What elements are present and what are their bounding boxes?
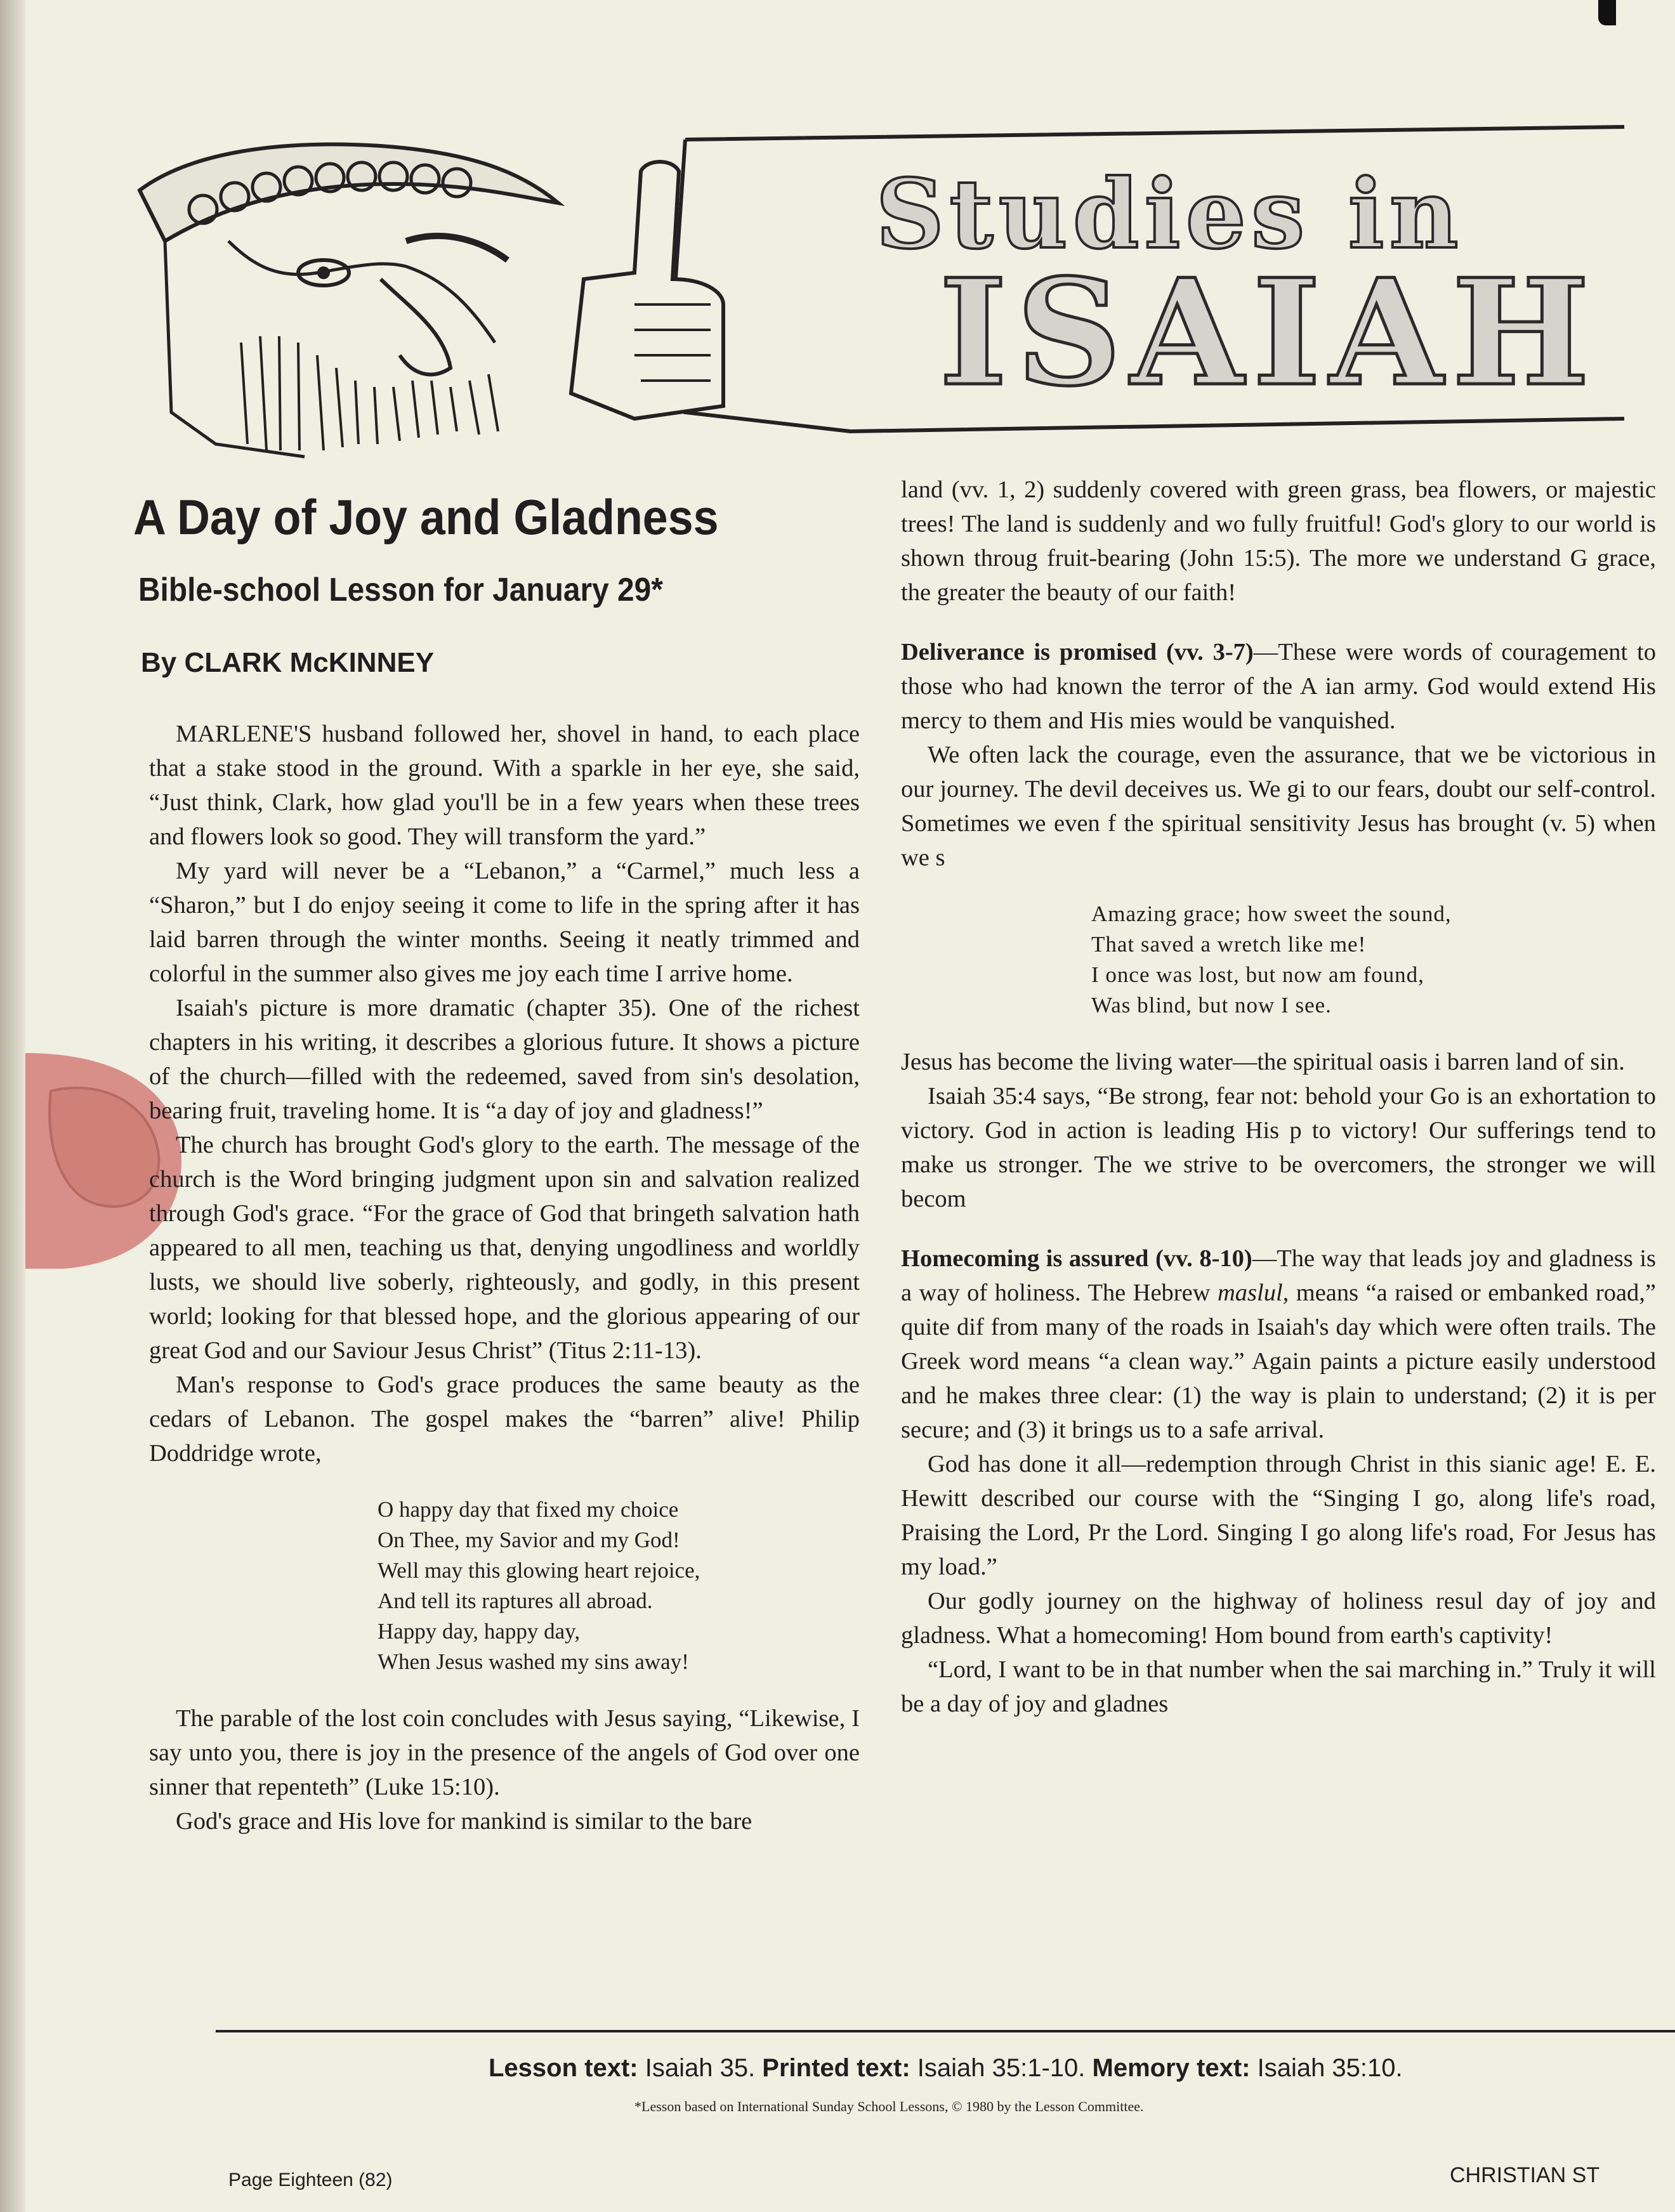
poem-line: I once was lost, but now am found,	[1091, 962, 1424, 987]
poem-line: That saved a wretch like me!	[1091, 932, 1367, 957]
paragraph: “Lord, I want to be in that number when the sai marching in.” Truly it will be a day of joy and gladnes	[901, 1656, 1656, 1717]
page-gutter-shadow	[0, 0, 25, 2212]
paragraph: Isaiah's picture is more dramatic (chapter 35). One of the richest chapters in his writing, it describes a glorious future. It shows a picture of the church—filled with the redeemed, saved from sin's desolation, bearing fruit, traveling home. It is “a day of joy and gladness!”	[149, 995, 860, 1124]
banner-illustration	[114, 114, 1624, 457]
paragraph: The church has brought God's glory to the earth. The message of the church is the Word bringing judgment upon sin and salvation realized through God's grace. “For the grace of God that bringeth salvation hath appeared to all men, teaching us that, denying ungodliness and worldly lusts, we should live soberly, righteously, and godly, in this present world; looking for that blessed hope, and the glorious appearing of our great God and our Saviour Jesus Christ” (Titus 2:11-13).	[149, 1132, 860, 1364]
paragraph: Our godly journey on the highway of holiness resul day of joy and gladness. What a homecoming! Hom bound from earth's captivity!	[901, 1588, 1656, 1649]
hymn-quote	[1091, 899, 1656, 1021]
printed-label: Printed text:	[762, 2054, 910, 2082]
poem-line: Happy day, happy day,	[378, 1619, 581, 1644]
poem-line: Well may this glowing heart rejoice,	[378, 1558, 700, 1583]
section-paragraph	[901, 1241, 1656, 1447]
section-heading: Homecoming is assured (vv. 8-10)	[901, 1245, 1252, 1272]
paragraph: Jesus has become the living water—the spiritual oasis i barren land of sin.	[901, 1049, 1625, 1075]
footnote: *Lesson based on International Sunday School Lessons, © 1980 by the Lesson Committee.	[634, 2098, 1144, 2114]
memory-label: Memory text:	[1092, 2054, 1251, 2082]
magazine-name: CHRISTIAN ST	[1450, 2163, 1600, 2187]
text-column-left	[149, 717, 860, 1838]
hymn-quote	[378, 1495, 860, 1677]
section-text: means “a raised or embanked road,” quite dif from many of the roads in Isaiah's day which were often trails. The Greek word means “a clean way.” Again paints a picture easily understood and he makes three clear: (1) the way is plain to understand; (2) it is per secure; and (3) it brings us to a safe arrival.	[901, 1279, 1656, 1443]
magazine-page	[25, 0, 1657, 2212]
lesson-text-line	[489, 2054, 1403, 2083]
paragraph: God's grace and His love for mankind is similar to the bare	[176, 1808, 752, 1835]
article-subtitle: Bible-school Lesson for January 29*	[138, 572, 663, 608]
paragraph: MARLENE'S husband followed her, shovel in hand, to each place that a stake stood in the ground. With a sparkle in her eye, she said, “Just think, Clark, how glad you'll be in a few years when these trees and flowers look so good. They will transform the yard.”	[149, 721, 860, 850]
memory-value: Isaiah 35:10.	[1250, 2054, 1403, 2082]
article-title: A Day of Joy and Gladness	[133, 489, 719, 545]
paragraph: God has done it all—redemption through Christ in this sianic age! E. E. Hewitt described our course with the “Singing I go, along life's road, Praising the Lord, Pr the Lord. Singing I go along life's road, For Jesus has my load.”	[901, 1451, 1656, 1580]
hebrew-word: maslul,	[1217, 1279, 1289, 1306]
poem-line: O happy day that fixed my choice	[378, 1497, 679, 1522]
poem-line: On Thee, my Savior and my God!	[378, 1528, 680, 1552]
text-column-right	[901, 473, 1656, 1721]
poem-line: Amazing grace; how sweet the sound,	[1091, 901, 1452, 926]
footer-divider	[216, 2030, 1675, 2032]
paragraph: The parable of the lost coin concludes with Jesus saying, “Likewise, I say unto you, there is joy in the presence of the angels of God over one sinner that repenteth” (Luke 15:10).	[149, 1705, 860, 1800]
section-heading: Deliverance is promised (vv. 3-7)	[901, 639, 1254, 665]
paragraph: Man's response to God's grace produces the same beauty as the cedars of Lebanon. The gospel makes the “barren” alive! Philip Doddridge wrote,	[149, 1371, 860, 1467]
poem-line: Was blind, but now I see.	[1091, 993, 1332, 1018]
poem-line: And tell its raptures all abroad.	[378, 1588, 653, 1613]
paragraph: Isaiah 35:4 says, “Be strong, fear not: behold your Go is an exhortation to victory. God in action is leading His p to victory! Our sufferings tend to make us stronger. The we strive to be overcomers, the stronger we will becom	[901, 1083, 1656, 1212]
section-text: —These were words of couragement to those who had known the terror of the A ian army. God would extend His mercy to them and His mies would be vanquished.	[901, 639, 1657, 734]
paragraph: My yard will never be a “Lebanon,” a “Carmel,” much less a “Sharon,” but I do enjoy seeing it come to life in the spring after it has laid barren through the winter months. Seeing it neatly trimmed and colorful in the summer also gives me joy each time I arrive home.	[149, 858, 860, 987]
lesson-label: Lesson text:	[489, 2054, 638, 2082]
poem-line: When Jesus washed my sins away!	[378, 1649, 689, 1674]
printed-value: Isaiah 35:1-10.	[910, 2054, 1093, 2082]
page-number: Page Eighteen (82)	[228, 2169, 393, 2190]
article-byline: By CLARK McKINNEY	[141, 647, 435, 678]
section-paragraph	[901, 635, 1656, 738]
banner-isaiah: ISAIAH	[939, 247, 1599, 419]
banner-studies-in: Studies in	[876, 159, 1464, 270]
section-text: —The way that leads joy and gladness is a way of holiness. The Hebrew	[901, 1245, 1656, 1306]
paragraph: land (vv. 1, 2) suddenly covered with green grass, bea flowers, or majestic trees! The land is suddenly and wo fully fruitful! God's glory to our world is shown throug fruit-bearing (John 15:5). The more we understand G grace, the greater the beauty of our faith!	[901, 476, 1656, 606]
paragraph: We often lack the courage, even the assurance, that we be victorious in our journey. The devil deceives us. We gi to our fears, doubt our self-control. Sometimes we even f the spiritual sensitivity Jesus has brought (v. 5) when we s	[901, 742, 1656, 871]
lesson-value: Isaiah 35.	[638, 2054, 763, 2082]
